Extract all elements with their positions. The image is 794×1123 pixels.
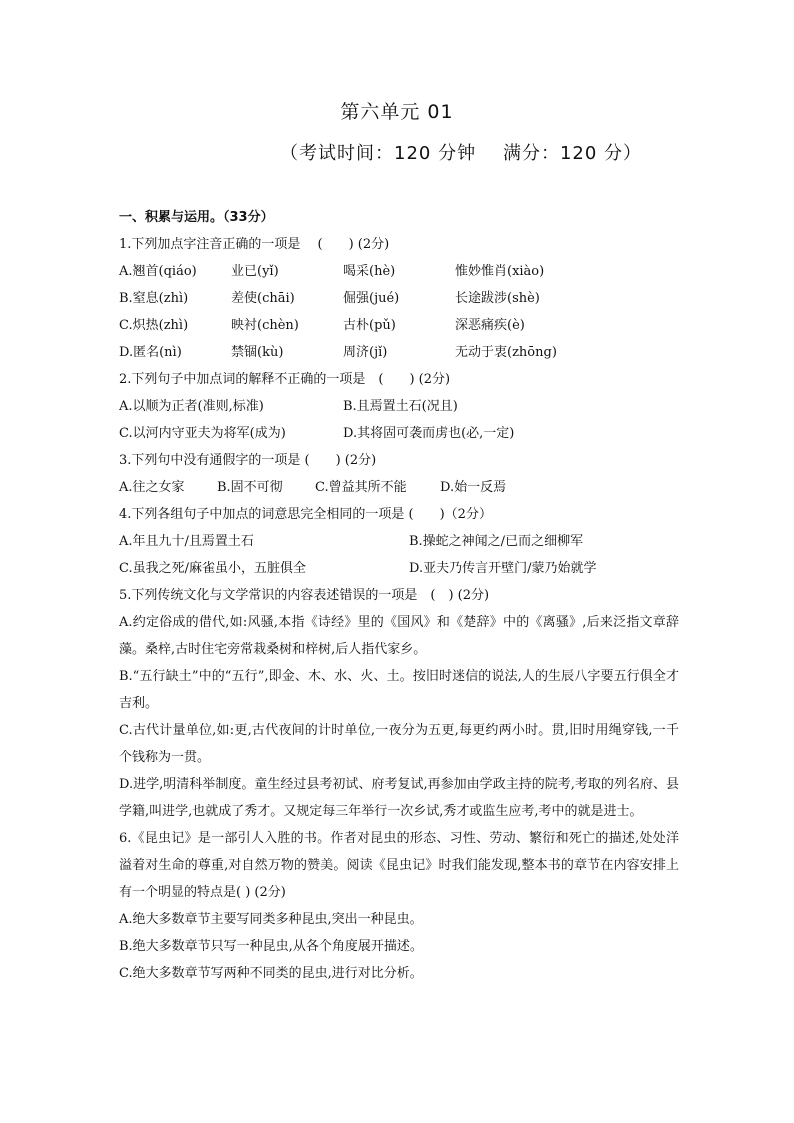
- question-6-stem: 6.《昆虫记》是一部引人入胜的书。作者对昆虫的形态、习性、劳动、繁衍和死亡的描述,处处洋溢着对生命的尊重,对自然万物的赞美。阅读《昆虫记》时我们能发现,整本书的章节在内容安排上有一个明显的特点是( ) (2分): [119, 831, 679, 900]
- option-cell: D.始一反焉: [440, 480, 507, 495]
- option-cell: A.往之女家: [119, 480, 185, 495]
- option-cell: 喝采(hè): [343, 264, 396, 279]
- option-cell: B.固不可彻: [217, 480, 283, 495]
- option-cell: 禁锢(kù): [231, 345, 284, 360]
- option-cell: C.曾益其所不能: [315, 480, 407, 495]
- option-cell: D.匿名(nì): [119, 345, 182, 360]
- page-title: 第六单元 01: [340, 101, 454, 123]
- option-cell: D.其将固可袭而虏也(必,一定): [343, 426, 515, 441]
- option-cell: A.翘首(qiáo): [119, 264, 197, 279]
- option-cell: B.且焉置土石(况且): [343, 399, 458, 414]
- question-3-stem: 3.下列句中没有通假字的一项是 ( ) (2分): [119, 453, 377, 468]
- exam-content: [119, 204, 679, 987]
- option-cell: 长途跋涉(shè): [455, 291, 540, 306]
- question-2-stem: 2.下列句子中加点词的解释不正确的一项是 ( ) (2分): [119, 372, 451, 387]
- question-1-row-d: [119, 339, 679, 366]
- option-cell: 古朴(pǔ): [343, 318, 396, 333]
- question-4-stem: 4.下列各组句子中加点的词意思完全相同的一项是 ( )（2分）: [119, 507, 492, 522]
- exam-info: （考试时间：120 分钟 满分：120 分）: [280, 143, 643, 164]
- section-heading: 一、积累与运用。（33分）: [119, 210, 274, 225]
- option-cell: B.操蛇之神闻之/已而之细柳军: [409, 534, 584, 549]
- option-cell: 倔强(jué): [343, 291, 400, 306]
- question-2-row-ab: [119, 393, 679, 420]
- question-1-row-c: [119, 312, 679, 339]
- option-cell: 无动于衷(zhōng): [455, 345, 557, 360]
- option-cell: 周济(jǐ): [343, 345, 388, 360]
- option-cell: C.以河内守亚夫为将军(成为): [119, 426, 286, 441]
- question-2-row-cd: [119, 420, 679, 447]
- option-cell: A.以顺为正者(准则,标准): [119, 399, 264, 414]
- question-4-row-cd: [119, 555, 679, 582]
- question-6-option-b: B.绝大多数章节只写一种昆虫,从各个角度展开描述。: [119, 939, 423, 954]
- option-cell: B.窒息(zhì): [119, 291, 189, 306]
- option-cell: 深恶痛疾(è): [455, 318, 525, 333]
- option-cell: 差使(chāi): [231, 291, 295, 306]
- question-6-option-a: A.绝大多数章节主要写同类多种昆虫,突出一种昆虫。: [119, 912, 423, 927]
- option-cell: D.亚夫乃传言开壁门/蒙乃始就学: [409, 561, 597, 576]
- question-4-row-ab: [119, 528, 679, 555]
- question-6-option-c: C.绝大多数章节写两种不同类的昆虫,进行对比分析。: [119, 966, 423, 981]
- option-cell: 业已(yǐ): [231, 264, 279, 279]
- question-1-stem: 1.下列加点字注音正确的一项是 ( ) (2分): [119, 237, 390, 252]
- question-5-option-d: D.进学,明清科举制度。童生经过县考初试、府考复试,再参加由学政主持的院考,考取的列名府、县学籍,叫进学,也就成了秀才。又规定每三年举行一次乡试,秀才或监生应考,考中的就是进士。: [119, 777, 679, 819]
- question-3-options: [119, 474, 679, 501]
- option-cell: C.虽我之死/麻雀虽小，五脏俱全: [119, 561, 306, 576]
- question-5-option-b: B.“五行缺土”中的“五行”,即金、木、水、火、土。按旧时迷信的说法,人的生辰八字要五行俱全才吉利。: [119, 669, 679, 711]
- question-5-option-a: A.约定俗成的借代,如:风骚,本指《诗经》里的《国风》和《楚辞》中的《离骚》,后来泛指文章辞藻。桑梓,古时住宅旁常栽桑树和梓树,后人指代家乡。: [119, 615, 679, 657]
- option-cell: C.炽热(zhì): [119, 318, 189, 333]
- option-cell: 映衬(chèn): [231, 318, 299, 333]
- question-5-option-c: C.古代计量单位,如:更,古代夜间的计时单位,一夜分为五更,每更约两小时。贯,旧时用绳穿钱,一千个钱称为一贯。: [119, 723, 679, 765]
- question-1-row-a: [119, 258, 679, 285]
- question-5-stem: 5.下列传统文化与文学常识的内容表述错误的一项是 ( ) (2分): [119, 588, 490, 603]
- option-cell: 惟妙惟肖(xiào): [455, 264, 545, 279]
- question-1-row-b: [119, 285, 679, 312]
- option-cell: A.年且九十/且焉置土石: [119, 534, 254, 549]
